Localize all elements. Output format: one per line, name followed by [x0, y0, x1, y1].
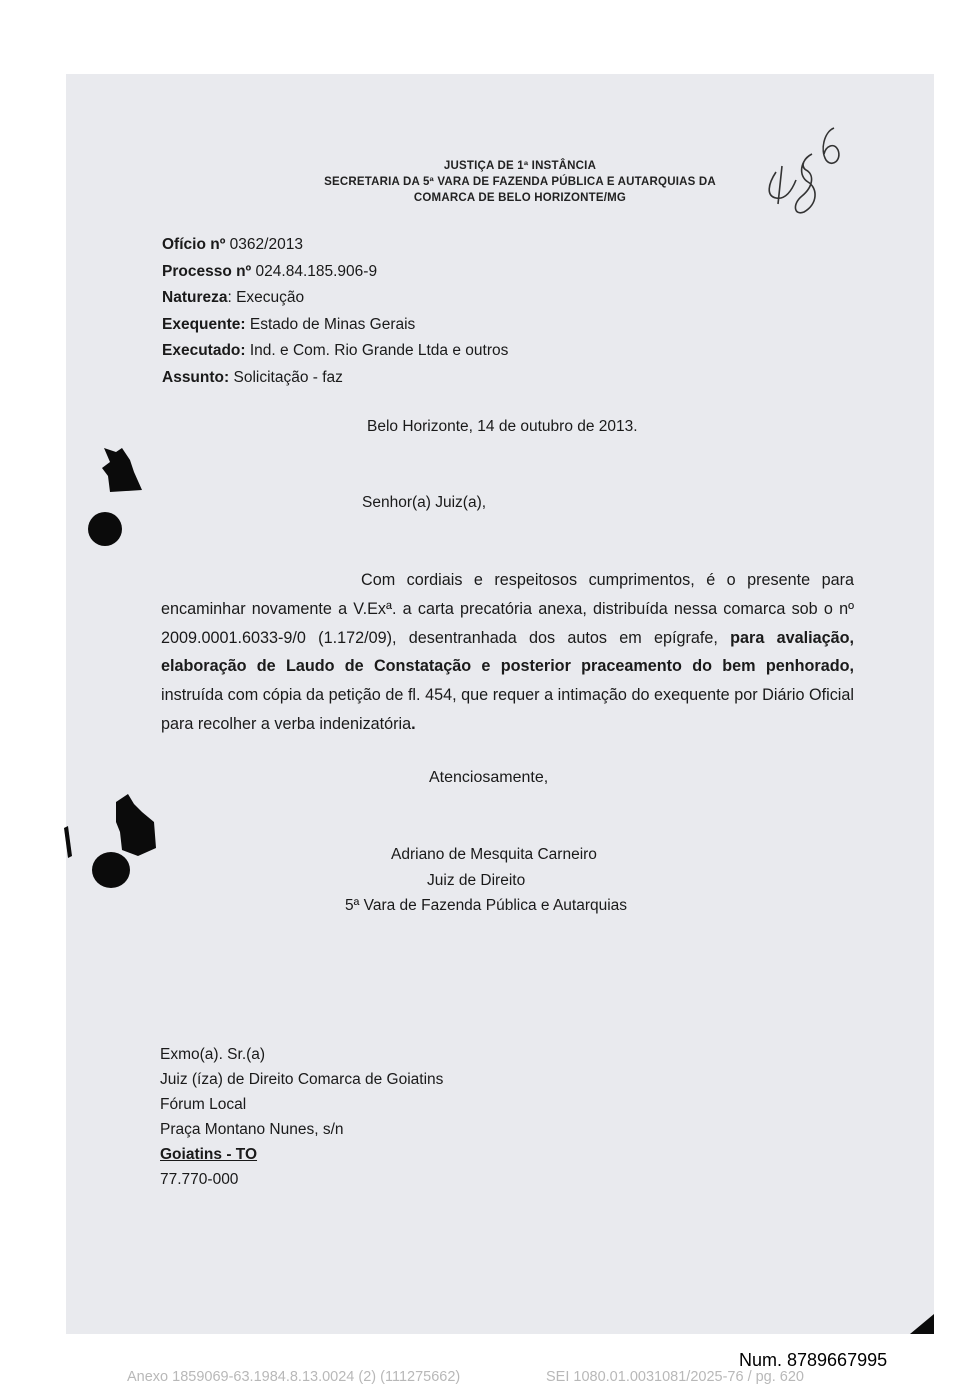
annex-reference: Anexo 1859069-63.1984.8.13.0024 (2) (111275662)	[127, 1369, 461, 1385]
meta-assunto: Assunto: Solicitação - faz	[162, 368, 343, 386]
court-header	[270, 158, 770, 206]
signer-name: Adriano de Mesquita Carneiro	[391, 846, 597, 863]
meta-exequente: Exequente: Estado de Minas Gerais	[162, 315, 416, 333]
recipient-line-2: Juiz (íza) de Direito Comarca de Goiatins	[160, 1071, 444, 1088]
header-line-3: COMARCA DE BELO HORIZONTE/MG	[413, 192, 627, 204]
body-text-1: Com cordiais e respeitosos cumprimentos, é o presente para encaminhar novamente a V.Exª. a carta precatória anexa, distribuída nessa comarca sob o nº 2009.0001.6033-9/0 (1.172/09), desentranhada dos autos em epígrafe,	[161, 571, 854, 647]
salutation: Senhor(a) Juiz(a),	[362, 494, 487, 511]
letter-body	[161, 566, 854, 739]
recipient-line-4: Praça Montano Nunes, s/n	[160, 1121, 344, 1138]
closing: Atenciosamente,	[429, 769, 549, 786]
recipient-city: Goiatins - TO	[160, 1146, 258, 1163]
sei-reference: SEI 1080.01.0031081/2025-76 / pg. 620	[546, 1369, 804, 1385]
header-line-2: SECRETARIA DA 5ª VARA DE FAZENDA PÚBLICA E AUTARQUIAS DA	[324, 176, 716, 188]
recipient-cep: 77.770-000	[160, 1171, 239, 1188]
body-text-end: .	[411, 714, 416, 733]
handwritten-page-number	[756, 124, 846, 220]
corner-mark	[908, 1312, 936, 1336]
punch-hole-upper	[88, 512, 122, 546]
recipient-line-3: Fórum Local	[160, 1096, 247, 1113]
recipient-address	[160, 1042, 443, 1192]
signer-title: Juiz de Direito	[427, 872, 526, 889]
date-line: Belo Horizonte, 14 de outubro de 2013.	[367, 418, 638, 435]
punch-hole-lower	[92, 852, 130, 888]
scan-blot-upper	[100, 446, 146, 496]
document-metadata	[162, 232, 508, 392]
recipient-line-1: Exmo(a). Sr.(a)	[160, 1046, 266, 1063]
document-number: Num. 8789667995	[739, 1350, 888, 1370]
meta-natureza: Natureza: Execução	[162, 289, 305, 307]
meta-oficio: Ofício nº 0362/2013	[162, 236, 303, 253]
body-text-2: instruída com cópia da petição de fl. 454, que requer a intimação do exequente por Diário Oficial para recolher a verba indenizatória	[161, 686, 854, 733]
signer-court: 5ª Vara de Fazenda Pública e Autarquias	[345, 897, 628, 914]
header-line-1: JUSTIÇA DE 1ª INSTÂNCIA	[443, 160, 597, 172]
meta-executado: Executado: Ind. e Com. Rio Grande Ltda e outros	[162, 342, 509, 360]
meta-processo: Processo nº 024.84.185.906-9	[162, 262, 378, 280]
body-text-bold: para avaliação, elaboração de Laudo de Constatação e posterior praceamento do bem penhorado,	[161, 628, 854, 676]
